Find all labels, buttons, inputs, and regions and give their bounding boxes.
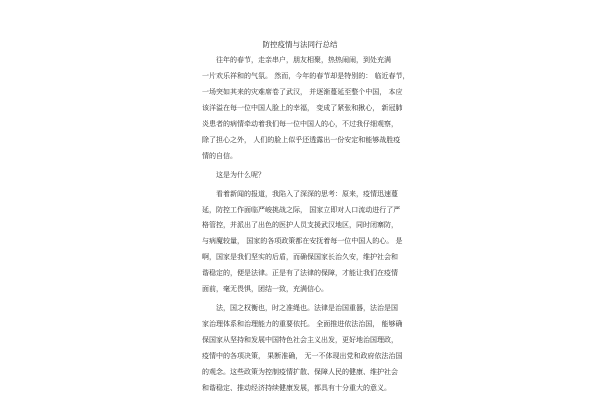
paragraph-line: 法，国之权衡也，时之准绳也。法律是治国重器，法治是国 <box>216 304 398 312</box>
paragraph-line: 面前，毫无畏惧，团结一致，充满信心。 <box>202 285 328 293</box>
paragraph-line: 保国家从坚持和发展中国特色社会主义出发，更好地治国理政， <box>202 336 398 344</box>
paragraph-line: 炎患者的病情牵动着我们每一位中国人的心，不过我仔细观察， <box>202 120 398 128</box>
paragraph-line: 格管控，并派出了出色的医护人员支援武汉地区，同时闭寨防， <box>202 221 398 229</box>
paragraph-line: 往年的春节，走亲串户，朋友相聚，热热闹闹，到处充满 <box>216 56 391 64</box>
paragraph-line: 看着新闻的报道，我陷入了深深的思考：原来，疫情迅速蔓 <box>216 190 398 198</box>
paragraph-line: 与病魔较量， 国家的各项政策都在安抚着每一位中国人的心。 是 <box>202 237 403 245</box>
paragraph-line: 一片欢乐祥和的气氛。 然而，今年的春节却是特别的： 临近春节， <box>202 72 410 80</box>
paragraph-line: 该洋溢在每一位中国人脸上的幸福， 变成了紧张和揪心， 新冠肺 <box>202 104 403 112</box>
document-title: 防控疫情与法同行总结 <box>262 40 338 49</box>
paragraph-line: 家治理体系和治理能力的重要依托。 全面推进依法治国， 能够确 <box>202 320 403 328</box>
paragraph-line: 这是为什么呢？ <box>216 171 265 179</box>
paragraph-line: 延，防控工作面临严峻挑战之际， 国家立即对人口流动进行了严 <box>202 206 401 214</box>
paragraph-line: 啊，国家是我们坚实的后盾，而确保国家长治久安，维护社会和 <box>202 253 398 261</box>
paragraph-line: 除了担心之外， 人们的脸上似乎还透露出一份安定和能够战胜疫 <box>202 136 401 144</box>
paragraph-line: 谐稳定的，便是法律。正是有了法律的保障，才能让我们在疫情 <box>202 269 398 277</box>
paragraph-line: 一场突如其来的灾难席卷了武汉， 并逐渐蔓延至整个中国， 本应 <box>202 88 403 96</box>
paragraph-line: 情的自信。 <box>202 152 237 160</box>
paragraph-line: 和谐稳定、推动经济持续健康发展，都具有十分重大的意义。 <box>202 384 391 392</box>
paragraph-line: 疫情中的各项决策， 果断准确， 无一不体现出党和政府依法治国 <box>202 352 403 360</box>
paragraph-line: 的观念。这些政策为控制疫情扩散、保障人民的健康、维护社会 <box>202 368 398 376</box>
